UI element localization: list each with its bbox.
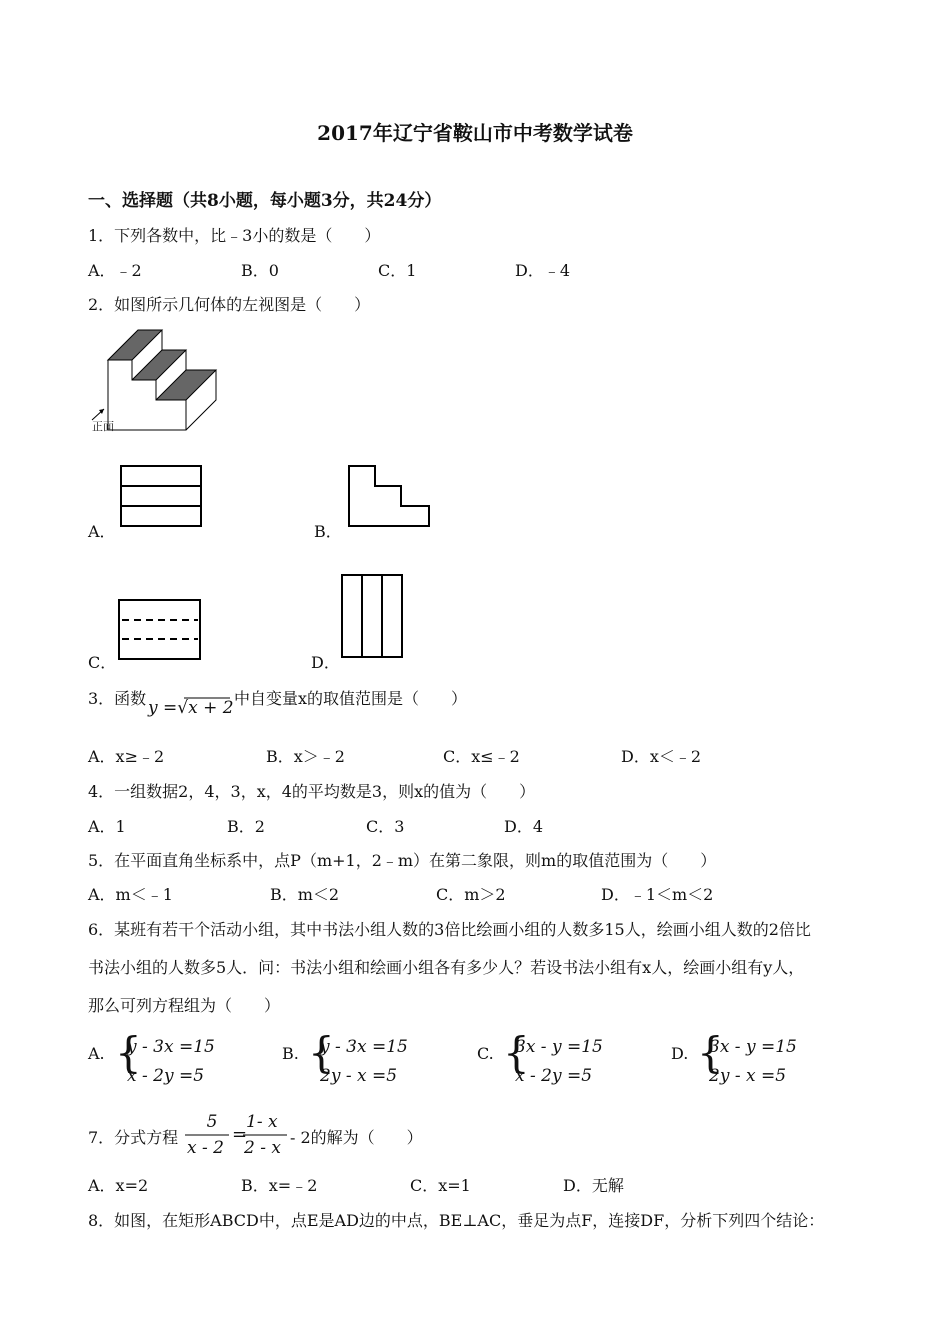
q1-option-c: C．1 <box>378 261 417 280</box>
q7-frac2-num: 1- x <box>246 1112 278 1132</box>
q2-option-d-figure <box>341 574 403 658</box>
q7-option-a: A．x=2 <box>88 1176 149 1195</box>
q2-option-b-figure <box>347 464 431 528</box>
q7-equals: = <box>232 1124 248 1145</box>
q4-option-a: A．1 <box>88 817 126 836</box>
q6-option-c-brace: { <box>503 1028 530 1077</box>
q7-frac1-bar <box>185 1134 231 1136</box>
q1-option-b: B．0 <box>241 261 279 280</box>
q6-option-b-eq1: y - 3x =15 <box>320 1037 408 1057</box>
question-5-stem: 5．在平面直角坐标系中，点P（m+1，2﹣m）在第二象限，则m的取值范围为（ ） <box>88 851 717 870</box>
q5-option-c: C．m＞2 <box>436 885 506 904</box>
question-3-stem-pre: 3．函数 <box>88 689 147 708</box>
q3-option-a: A．x≥﹣2 <box>88 747 165 766</box>
q6-option-c-eq2: x - 2y =5 <box>515 1066 593 1086</box>
q3-option-d: D．x＜﹣2 <box>621 747 702 766</box>
q5-option-b: B．m＜2 <box>270 885 340 904</box>
q3-option-c: C．x≤﹣2 <box>443 747 520 766</box>
q3-formula: y =√x + 2 <box>148 698 234 718</box>
question-3-stem-post: 中自变量x的取值范围是（ ） <box>234 689 468 708</box>
q4-option-c: C．3 <box>366 817 405 836</box>
q3-option-b: B．x＞﹣2 <box>266 747 345 766</box>
q2-option-a-figure <box>120 465 202 527</box>
q7-option-c: C．x=1 <box>410 1176 471 1195</box>
q6-option-b-eq2: 2y - x =5 <box>320 1066 398 1086</box>
question-2-stem: 2．如图所示几何体的左视图是（ ） <box>88 295 371 314</box>
question-7-stem-post: - 2的解为（ ） <box>290 1128 423 1147</box>
q7-frac1-num: 5 <box>206 1112 218 1132</box>
q6-option-c-label: C. <box>477 1044 494 1063</box>
q2-option-c: C． <box>88 653 117 672</box>
q6-option-a-brace: { <box>115 1028 142 1077</box>
question-6-line-3: 那么可列方程组为（ ） <box>88 996 281 1015</box>
question-4-stem: 4．一组数据2，4，3，x，4的平均数是3，则x的值为（ ） <box>88 782 536 801</box>
q6-option-a-eq2: x - 2y =5 <box>127 1066 205 1086</box>
q2-option-c-figure <box>118 599 202 661</box>
q2-option-d: D． <box>311 653 340 672</box>
q6-option-b-label: B. <box>282 1044 299 1063</box>
question-1-stem: 1．下列各数中，比﹣3小的数是（ ） <box>88 226 381 245</box>
question-8-stem: 8．如图，在矩形ABCD中，点E是AD边的中点，BE⊥AC，垂足为点F，连接DF，分析下列四个结论： <box>88 1211 825 1230</box>
q6-option-d-eq1: 3x - y =15 <box>709 1037 797 1057</box>
q6-option-a-label: A. <box>88 1044 105 1063</box>
q6-option-d-brace: { <box>697 1028 724 1077</box>
q5-option-d: D．﹣1＜m＜2 <box>601 885 714 904</box>
sqrt-overline <box>176 696 232 716</box>
q6-option-d-label: D. <box>671 1044 689 1063</box>
q7-frac2-den: 2 - x <box>244 1138 281 1158</box>
q6-option-a-eq1: y - 3x =15 <box>127 1037 215 1057</box>
q2-option-b: B． <box>314 522 342 541</box>
q7-frac1-den: x - 2 <box>187 1138 224 1158</box>
page-title: 2017年辽宁省鞍山市中考数学试卷 <box>317 121 633 145</box>
q2-option-a: A． <box>88 522 116 541</box>
q6-option-d-eq2: 2y - x =5 <box>709 1066 787 1086</box>
q5-option-a: A．m＜﹣1 <box>88 885 173 904</box>
section-heading: 一、选择题（共8小题，每小题3分，共24分） <box>88 191 442 211</box>
q1-option-a: A．﹣2 <box>88 261 142 280</box>
q7-frac2-bar <box>243 1134 289 1136</box>
q6-option-b-brace: { <box>308 1028 335 1077</box>
q6-option-c-eq1: 3x - y =15 <box>515 1037 603 1057</box>
q4-option-d: D．4 <box>504 817 544 836</box>
q1-option-d: D．﹣4 <box>515 261 571 280</box>
stairs-solid-figure <box>90 325 225 430</box>
q7-option-d: D．无解 <box>563 1176 624 1195</box>
q4-option-b: B．2 <box>227 817 265 836</box>
q7-option-b: B．x=﹣2 <box>241 1176 318 1195</box>
front-label: 正面 <box>92 420 114 433</box>
question-7-stem-pre: 7．分式方程 <box>88 1128 179 1147</box>
question-6-line-1: 6．某班有若干个活动小组，其中书法小组人数的3倍比绘画小组的人数多15人，绘画小组人数的2倍比 <box>88 920 811 939</box>
question-6-line-2: 书法小组的人数多5人．问：书法小组和绘画小组各有多少人？若设书法小组有x人，绘画小组有y人， <box>88 958 805 977</box>
